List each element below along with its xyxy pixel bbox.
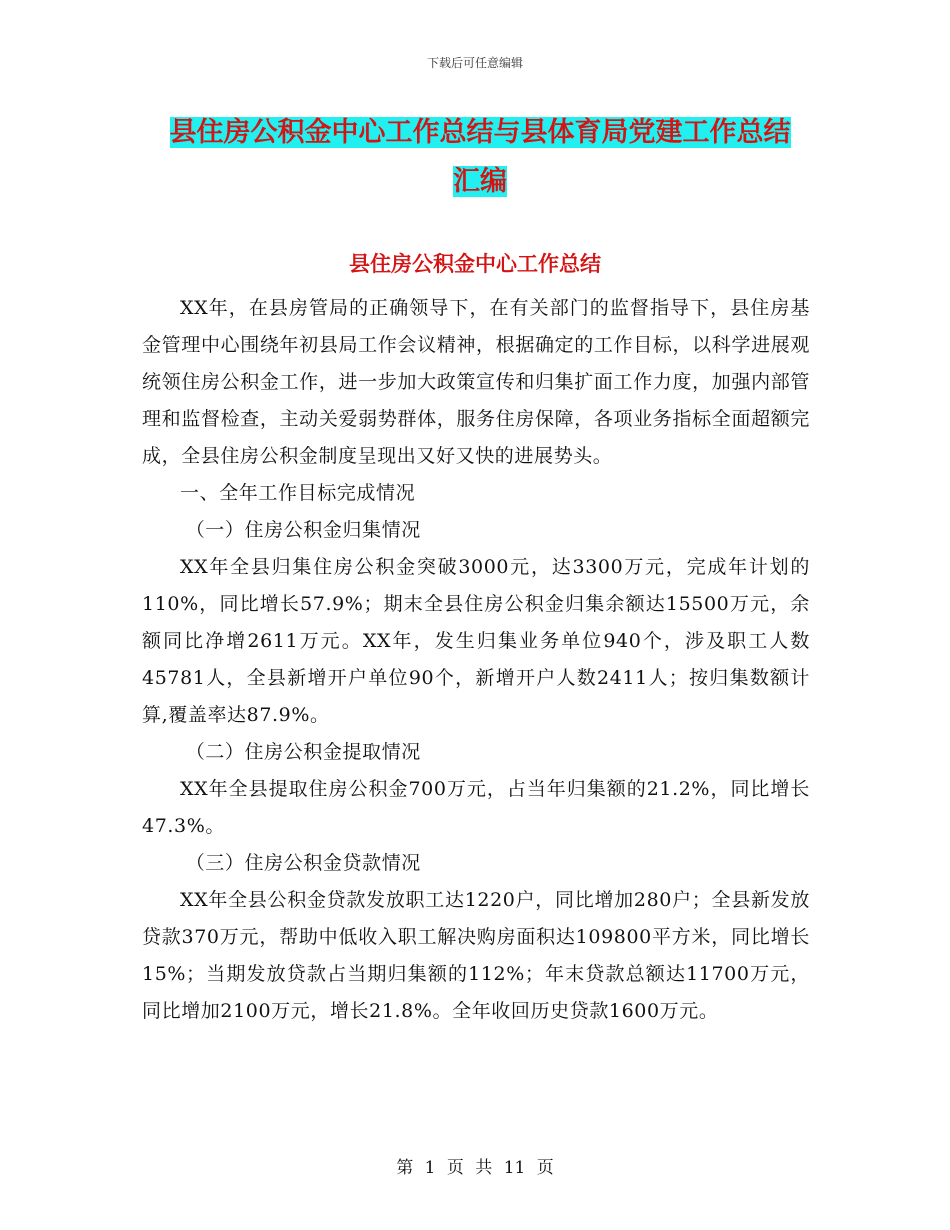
document-title-line-2: 汇编 (453, 166, 507, 197)
page-footer: 第 1 页 共 11 页 (396, 1158, 554, 1178)
paragraph-withdrawal: XX年全县提取住房公积金700万元，占当年归集额的21.2%，同比增长47.3%。 (142, 778, 810, 837)
paragraph-intro: XX年，在县房管局的正确领导下，在有关部门的监督指导下，县住房基金管理中心围绕年初县局工作会议精神，根据确定的工作目标，以科学进展观统领住房公积金工作，进一步加大政策宣传和归集扩面工作力度，加强内部管理和监督检查，主动关爱弱势群体，服务住房保障，各项业务指标全面超额完成，全县住房公积金制度呈现出又好又快的进展势头。 (142, 297, 810, 467)
subheading-withdrawal: （二）住房公积金提取情况 (185, 741, 421, 763)
header-note: 下载后可任意编辑 (426, 56, 523, 70)
document-title (140, 108, 820, 206)
paragraph-loans: XX年全县公积金贷款发放职工达1220户，同比增加280户；全县新发放贷款370万元，帮助中低收入职工解决购房面积达109800平方米，同比增长15%；当期发放贷款占当期归集额的112%；年末贷款总额达11700万元，同比增加2100万元，增长21.8%。全年收回历史贷款1600万元。 (142, 889, 810, 1022)
document-title-line-1: 县住房公积金中心工作总结与县体育局党建工作总结 (169, 117, 791, 148)
section-title: 县住房公积金中心工作总结 (349, 252, 601, 276)
document-body (142, 290, 810, 1030)
heading-work-goals: 一、全年工作目标完成情况 (180, 482, 416, 504)
paragraph-collection: XX年全县归集住房公积金突破3000元，达3300万元，完成年计划的110%，同比增长57.9%；期末全县住房公积金归集余额达15500万元，余额同比净增2611万元。XX年，发生归集业务单位940个，涉及职工人数45781人，全县新增开户单位90个，新增开户人数2411人；按归集数额计算,覆盖率达87.9%。 (142, 556, 810, 726)
subheading-collection: （一）住房公积金归集情况 (185, 519, 421, 541)
subheading-loans: （三）住房公积金贷款情况 (185, 852, 421, 874)
